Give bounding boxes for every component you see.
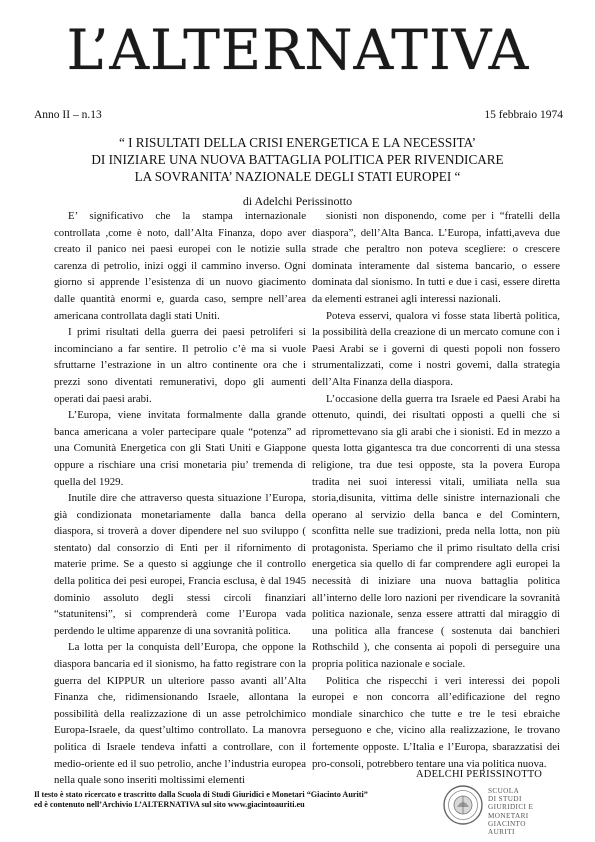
article-title <box>40 134 555 185</box>
school-seal-text <box>488 787 562 836</box>
author-signature: ADELCHI PERISSINOTTO <box>416 769 543 780</box>
article-paragraph: E’ significativo che la stampa internazionale controllata ,come è noto, dall’Alta Finanza, dopo aver creato il panico nei paesi europei con le notizie sulla carenza di petrolio, inizi oggi il cammino inverso. Ogni giorno si apprende l’esistenza di un nuovo giacimento dalle quantità enormi e, guarda caso, sempre nell’area americana controllata dagli stati Uniti. <box>54 210 306 322</box>
article-title-line: LA SOVRANITA’ NAZIONALE DEGLI STATI EUROPEI “ <box>134 169 461 184</box>
article-paragraph: La lotta per la conquista dell’Europa, che oppone la diaspora bancaria ed il sionismo, ha fatto registrare con la guerra del KIPPUR un ulteriore passo avanti all’Alta Finanza che, ridimensionando Israele, allontana la possibilità della realizzazione di un asse petrolchimico Europa-Israele, da quest’ultimo controllato. La manovra politica di Israele tendeva infatti a controllare, con il medio-oriente ed il suo petrolio, anche l’industria europea nella quale sono inseriti moltissimi elementi <box>54 641 306 787</box>
article-column-right <box>312 208 560 772</box>
footer-line: ed è contenuto nell’Archivio L’ALTERNATIVA sul sito www.giacintoauriti.eu <box>34 800 305 809</box>
archive-footer-note <box>34 790 454 810</box>
article-paragraph: I primi risultati della guerra dei paesi petroliferi si incominciano a far sentire. Il petrolio c’è ma si vuole sfruttarne l’estrazione in un altro continente ora che i prezzi sono diventati remunerativi, dopo gli aumenti operati dai paesi arabi. <box>54 326 306 405</box>
article-paragraph: Poteva esservi, qualora vi fosse stata libertà politica, la possibilità della creazione di un mercato comune con i Paesi Arabi se i governi di questi popoli non fossero strumentalizzati, come i nostri govemi, dalla strategia dell’Alta Finanza della diaspora. <box>312 309 560 388</box>
seal-line: AURITI <box>488 828 515 837</box>
article-paragraph: L’occasione della guerra tra Israele ed Paesi Arabi ha ottenuto, quindi, dei risultati opposti a quelli che si ripromettevano sia gli arabi che i sionisti. Ed in mezzo a questa lotta gigantesca tra due concorrenti di una stessa religione, tra due tesi opposte, sta la povera Europa tradita nei suoi interessi vitali, umiliata nella sua storia,disunita, vittima delle sinistre internazionali che operano al servizio della banca e del Comintern, sconfitta nelle sue tradizioni, preda nella lotta, non più protagonista. Speriamo che il primo risultato della crisi energetica sia quello di far comprendere agli europei la necessità di iniziare una nuova battaglia politica all’interno delle loro nazioni per rivendicare la sovranità politica nazionale, senza essere attratti dal miraggio di una politica alla francese ( sostenuta dai banchieri Rothschild ), che consenta ai popoli di perseguire una propria politica nazionale e sociale. <box>312 392 560 671</box>
school-seal-icon <box>442 784 484 826</box>
masthead-title: L’ALTERNATIVA <box>66 18 530 82</box>
article-paragraph: Politica che rispecchi i veri interessi dei popoli europei e non concorra all’edificazione del regno mondiale sinarchico che tutte e tre le tesi ebraiche perseguono e che, vicino alla realizzazione, le trovano fortemente opposte. L’Italia e l’Europa, sbarazzatisi dei pro-consoli, potrebbero tentare una via politica nuova. <box>312 674 560 770</box>
seal-line: GIURIDICI E <box>488 803 534 812</box>
issue-number: Anno II – n.13 <box>34 109 102 121</box>
school-seal <box>442 780 562 837</box>
article-paragraph: sionisti non disponendo, come per i “fratelli della diaspora”, dell’Alta Banca. L’Europa, infatti,aveva due strade che peraltro non poteva scegliere: o crescere dominata interamente dal sistema bancario, o essere dominata dal sionismo. In tutti e due i casi, essere diretta da elementi estranei agli interessi nazionali. <box>312 210 560 305</box>
article-title-line: DI INIZIARE UNA NUOVA BATTAGLIA POLITICA PER RIVENDICARE <box>91 152 504 167</box>
article-column-left <box>54 208 306 789</box>
article-paragraph: L’Europa, viene invitata formalmente dalla grande banca americana a voler partecipare quale “potenza” ad una Comunità Energetica con gli Stati Uniti e Giappone oppure a rischiare una crisi monetaria piu’ tremenda di quella del 1929. <box>54 409 306 488</box>
article-paragraph: Inutile dire che attraverso questa situazione l’Europa, già condizionata monetariamente dalla banca della diaspora, si troverà a dover dipendere nel suo sviluppo ( stentato) dal consorzio di Enti per il rifornimento di materie prime. Se a questo si aggiunge che il controllo della politica dei pesi europei, Francia esclusa, è dal 1945 dominio assoluto degli stessi circoli finanziari “statunitensi”, si comprenderà come l’Europa vada perdendo le ultime apparenze di una sovranità politica. <box>54 492 306 637</box>
article-byline: di Adelchi Perissinotto <box>242 194 353 208</box>
seal-line: SCUOLA <box>488 787 520 795</box>
seal-line: GIACINTO <box>488 819 526 828</box>
seal-line: MONETARI <box>488 811 529 820</box>
footer-line: Il testo è stato ricercato e trascritto dalla Scuola di Studi Giuridici e Monetari “Giacinto Auriti” <box>34 790 368 799</box>
issue-date: 15 febbraio 1974 <box>484 109 563 121</box>
seal-line: DI STUDI <box>488 795 522 804</box>
article-title-line: “ I RISULTATI DELLA CRISI ENERGETICA E LA NECESSITA’ <box>118 135 477 150</box>
